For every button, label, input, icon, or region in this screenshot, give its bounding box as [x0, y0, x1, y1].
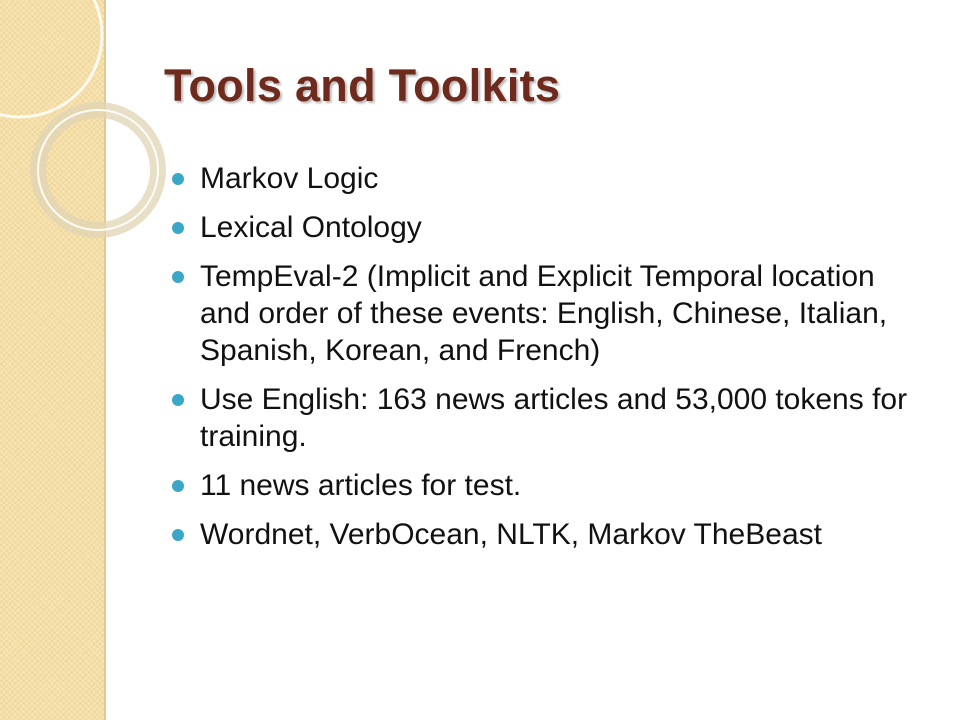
bullet-text: Lexical Ontology — [200, 211, 422, 244]
bullet-list — [170, 160, 910, 565]
bullet-text: Use English: 163 news articles and 53,000 tokens for training. — [200, 383, 908, 453]
bullet-item — [170, 467, 910, 504]
bullet-text: TempEval-2 (Implicit and Explicit Temporal location and order of these events: English, Chinese, Italian, Spanish, Korean, and French) — [200, 260, 888, 367]
bullet-item — [170, 516, 910, 553]
bullet-dot-icon — [172, 394, 184, 406]
decorative-rings — [0, 0, 160, 260]
bullet-item — [170, 160, 910, 197]
bullet-dot-icon — [172, 529, 184, 541]
bullet-item — [170, 258, 910, 369]
bullet-text: Markov Logic — [200, 162, 379, 195]
bullet-dot-icon — [172, 173, 184, 185]
slide-title: Tools and Toolkits — [164, 60, 561, 111]
bullet-dot-icon — [172, 480, 184, 492]
bullet-text: Wordnet, VerbOcean, NLTK, Markov TheBeast — [200, 518, 822, 551]
bullet-dot-icon — [172, 222, 184, 234]
bullet-item — [170, 209, 910, 246]
bullet-text: 11 news articles for test. — [200, 469, 522, 502]
bullet-dot-icon — [172, 271, 184, 283]
bullet-item — [170, 381, 910, 455]
